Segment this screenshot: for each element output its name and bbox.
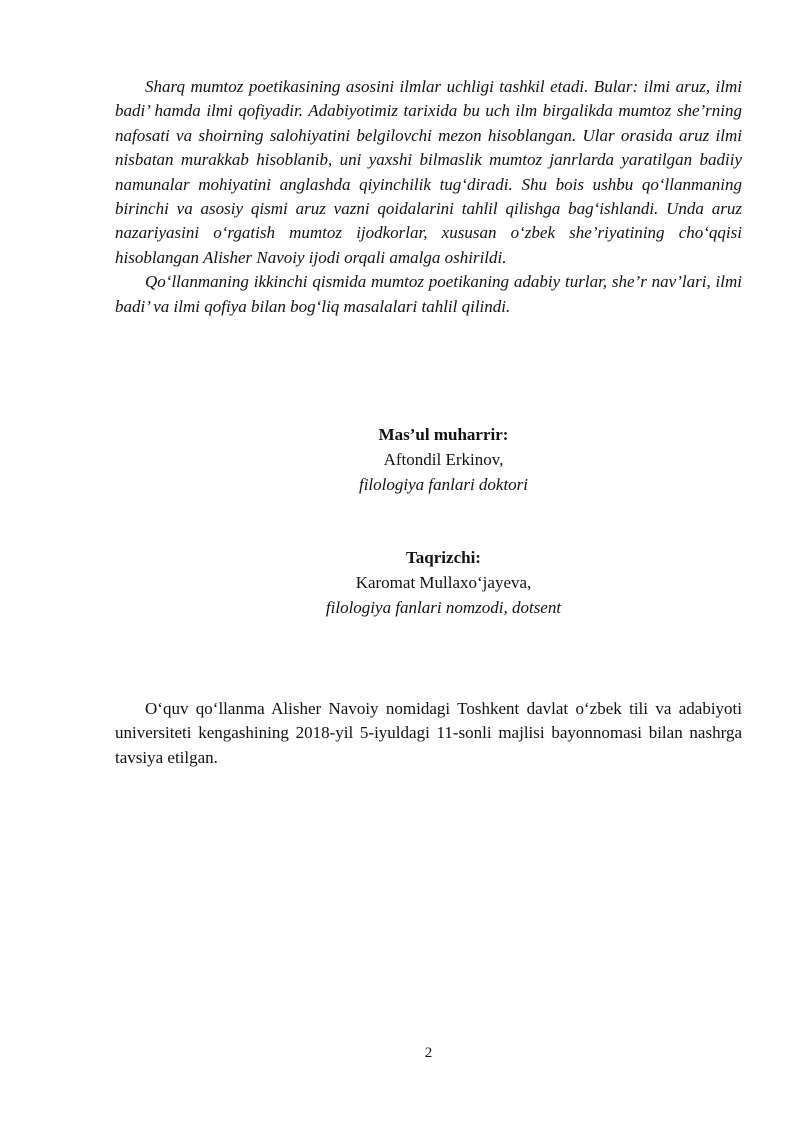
reviewer-heading: Taqrizchi: — [406, 548, 481, 567]
reviewer-credit — [115, 545, 772, 620]
editor-title: filologiya fanlari doktori — [358, 475, 529, 494]
reviewer-name: Karomat Mullaxo‘jayeva, — [355, 573, 532, 592]
editor-name: Aftondil Erkinov, — [383, 450, 504, 469]
abstract-paragraph-2: Qo‘llanmaning ikkinchi qismida mumtoz poetikaning adabiy turlar, she’r nav’lari, ilmi badi’ va ilmi qofiya bilan bog‘liq masalalari tahlil qilindi. — [115, 272, 742, 316]
editor-credit — [115, 422, 772, 497]
approval-paragraph: O‘quv qo‘llanma Alisher Navoiy nomidagi Toshkent davlat o‘zbek tili va adabiyoti universiteti kengashining 2018-yil 5-iyuldagi 11-sonli majlisi bayonnomasi bilan nashrga tavsiya etilgan. — [115, 699, 742, 767]
approval-section — [115, 697, 742, 770]
abstract-section — [115, 75, 742, 319]
page-number: 2 — [424, 1045, 433, 1061]
reviewer-title: filologiya fanlari nomzodi, dotsent — [325, 598, 562, 617]
editor-heading: Mas’ul muharrir: — [378, 425, 509, 444]
abstract-paragraph-1: Sharq mumtoz poetikasining asosini ilmlar uchligi tashkil etadi. Bular: ilmi aruz, ilmi badi’ hamda ilmi qofiyadir. Adabiyotimiz tarixida bu uch ilm birgalikda mumtoz she’rning nafosati va shoirning salohiyatini belgilovchi mezon hisoblangan. Ular orasida aruz ilmi nisbatan murakkab hisoblanib, uni yaxshi bilmaslik mumtoz janrlarda yaratilgan badiiy namunalar mohiyatini anglashda qiyinchilik tug‘diradi. Shu bois ushbu qo‘llanmaning birinchi va asosiy qismi aruz vazni qoidalarini tahlil qilishga bag‘ishlandi. Unda aruz nazariyasini o‘rgatish mumtoz ijodkorlar, xususan o‘zbek she’riyatining cho‘qqisi hisoblangan Alisher Navoiy ijodi orqali amalga oshirildi. — [115, 77, 742, 267]
